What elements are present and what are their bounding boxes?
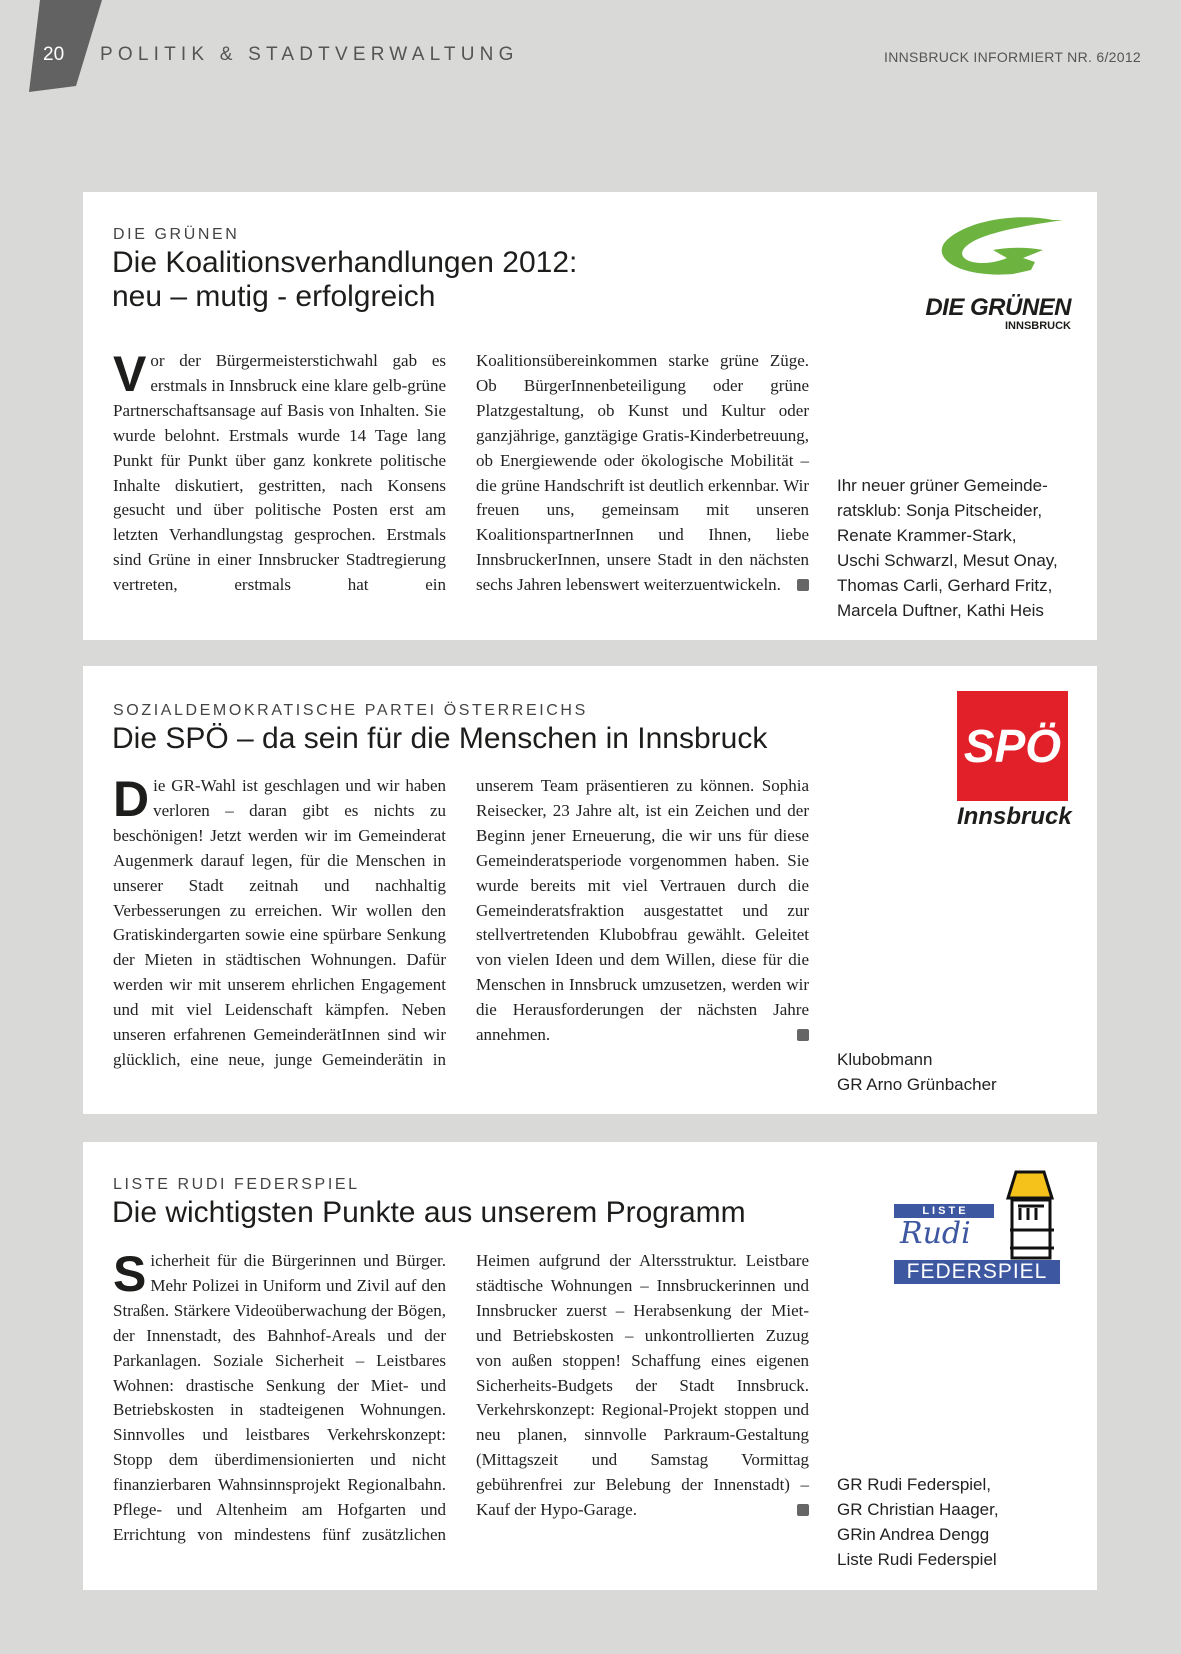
drop-cap: D [113, 771, 150, 827]
drop-cap: V [113, 346, 147, 402]
article-authors: Ihr neuer grüner Gemeinde- ratsklub: Sonja Pitscheider, Renate Krammer-Stark, Uschi Schwarzl, Mesut Onay, Thomas Carli, Gerhard Fritz, Marcela Duftner, Kathi Heis [837, 476, 1058, 620]
article-spoe [83, 666, 1097, 1114]
article-title: Die wichtigsten Punkte aus unserem Programm [112, 1196, 746, 1229]
article-body: Sicherheit für die Bürgerinnen und Bürger. Mehr Polizei in Uniform und Zivil auf den Straßen. Stärkere Videoüberwachung der Bögen, der Innenstadt, des Bahnhof-Areals und der Parkanlagen. Soziale Sicherheit – Leistbares Wohnen: drastische Senkung der Miet- und Betriebskosten in stadteigenen Wohnungen. Sinnvolles und leistbares Verkehrskonzept: Stopp dem überdimensionierten und nicht finanzierbaren Wahnsinnsprojekt Regionalbahn. Pflege- und Altenheim am Hofgarten und Errichtung von mindestens fünf zusätzlichen Heimen aufgrund der Altersstruktur. Leistbare städtische Wohnungen – Innsbruckerinnen und Innsbrucker zuerst – Herabsenkung der Miet- und Betriebskosten – unkontrollierten Zuzug von außen stoppen! Schaffung eines eigenen Sicherheits-Budgets der Stadt Innsbruck. Verkehrskonzept: Regional-Projekt stoppen und neu planen, sinnvolle Parkraum-Gestaltung (Mittagszeit und Samstag Vormittag gebührenfrei zur Belebung der Innenstadt) – Kauf der Hypo-Garage. [113, 1246, 809, 1544]
article-kicker: SOZIALDEMOKRATISCHE PARTEI ÖSTERREICHS [113, 702, 588, 719]
article-gruene [83, 192, 1097, 640]
drop-cap: S [113, 1246, 147, 1302]
gruene-logo: DIE GRÜNEN INNSBRUCK [903, 212, 1073, 337]
spoe-logo: SPÖ Innsbruck [957, 691, 1068, 831]
article-title: Die Koalitionsverhandlungen 2012: neu – mutig - erfolgreich [112, 246, 578, 313]
end-mark-icon [797, 579, 809, 591]
end-mark-icon [797, 1029, 809, 1041]
article-kicker: DIE GRÜNEN [113, 226, 240, 243]
article-kicker: LISTE RUDI FEDERSPIEL [113, 1176, 360, 1193]
article-authors: Klubobmann GR Arno Grünbacher [837, 1050, 997, 1094]
article-federspiel [83, 1142, 1097, 1590]
article-body: Die GR-Wahl ist geschlagen und wir haben verloren – daran gibt es nichts zu beschönigen! Jetzt werden wir im Gemeinderat Augenmerk darauf legen, für die Menschen in unserer Stadt zeitnah und nachhaltig Verbesserungen zu erreichen. Wir wollen den Gratiskindergarten sowie eine spürbare Senkung der Mieten in städtischen Wohnungen. Dafür werden wir mit unserem ehrlichen Engagement und mit viel Leidenschaft kämpfen. Neben unseren erfahrenen GemeinderätInnen sind wir glücklich, eine neue, junge Gemeinderätin in unserem Team präsentieren zu können. Sophia Reisecker, 23 Jahre alt, ist ein Zeichen und der Beginn jener Erneuerung, die wir uns für diese Gemeinderatsperiode vorgenommen haben. Sie wurde bereits mit viel Vertrauen durch die Gemeinderatsfraktion ausgestattet und zur stellvertretenden Klubobfrau gewählt. Geleitet von vielen Ideen und dem Willen, diese für die Menschen in Innsbruck umzusetzen, werden wir die Herausforderungen der nächsten Jahre annehmen. [113, 771, 809, 1069]
tower-icon [1002, 1168, 1060, 1260]
issue-label: INNSBRUCK INFORMIERT NR. 6/2012 [884, 49, 1141, 65]
article-body: Vor der Bürgermeisterstichwahl gab es erstmals in Innsbruck eine klare gelb-grüne Partnerschaftsansage auf Basis von Inhalten. Sie wurde belohnt. Erstmals wurde 14 Tage lang Punkt für Punkt über ganz konkrete politische Inhalte diskutiert, gestritten, nach Konsens gesucht und über politische Posten erst am letzten Verhandlungstag gesprochen. Erstmals sind Grüne in einer Innsbrucker Stadtregierung vertreten, erstmals hat ein Koalitionsübereinkommen starke grüne Züge. Ob BürgerInnenbeteiligung oder grüne Platzgestaltung, ob Kunst und Kultur oder ganzjährige, ganztägige Gratis-Kinderbetreuung, ob Energiewende oder ökologische Mobilität – die grüne Handschrift ist deutlich erkennbar. Wir freuen uns, gemeinsam mit unseren KoalitionspartnerInnen und Ihnen, liebe InnsbruckerInnen, unsere Stadt in den nächsten sechs Jahren lebenswert weiterzuentwickeln. [113, 346, 809, 595]
article-authors: GR Rudi Federspiel, GR Christian Haager, GRin Andrea Dengg Liste Rudi Federspiel [837, 1475, 999, 1569]
page-number: 20 [43, 44, 65, 65]
federspiel-logo: L I S T E Rudi FEDERSPIEL [894, 1168, 1064, 1288]
section-title: POLITIK & STADTVERWALTUNG [100, 44, 519, 65]
gruene-g-icon [903, 212, 1073, 292]
end-mark-icon [797, 1504, 809, 1516]
article-title: Die SPÖ – da sein für die Menschen in Innsbruck [112, 722, 768, 755]
